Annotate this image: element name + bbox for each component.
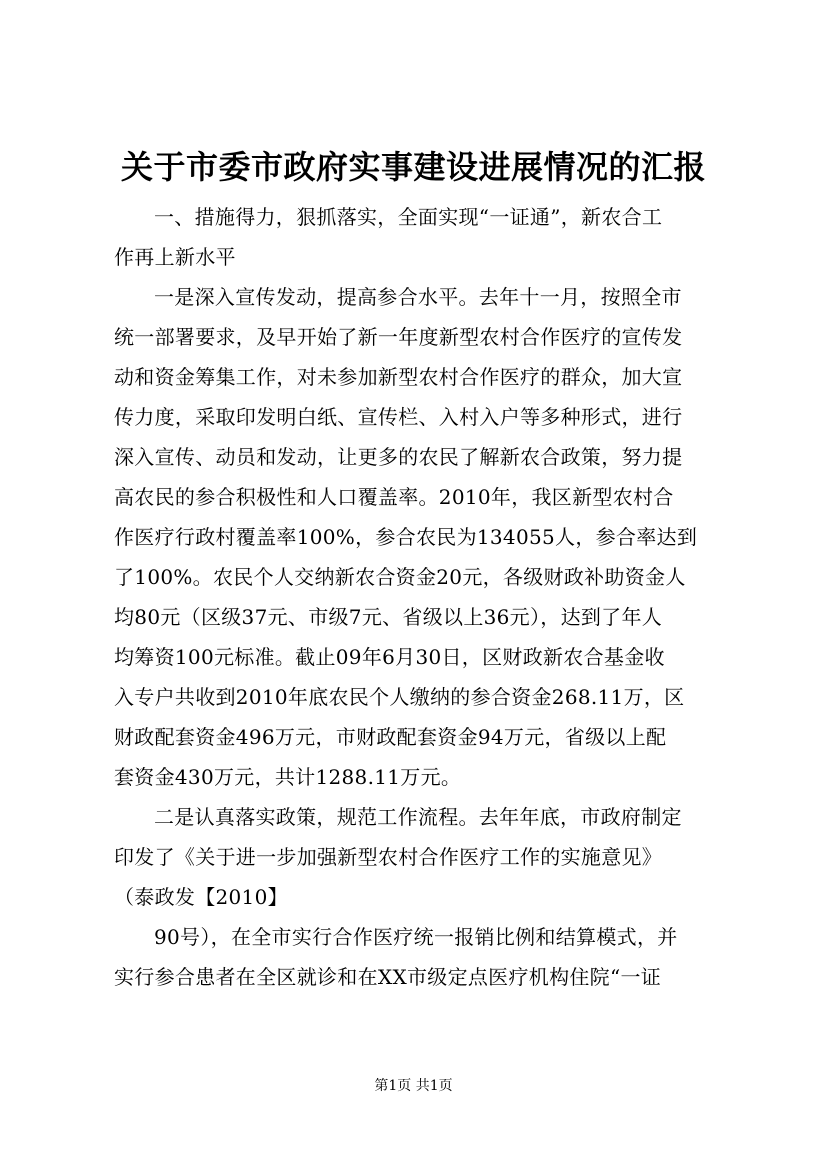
paragraph-line: 一是深入宣传发动，提高参合水平。去年十一月，按照全市 xyxy=(154,285,682,309)
paragraph-line: 了100%。农民个人交纳新农合资金20元，各级财政补助资金人 xyxy=(114,565,686,589)
document-body xyxy=(114,197,734,997)
paragraph-line: 套资金430万元，共计1288.11万元。 xyxy=(114,765,462,789)
paragraph-line: 入专户共收到2010年底农民个人缴纳的参合资金268.11万，区 xyxy=(114,685,685,709)
paragraph-line: （泰政发【2010】 xyxy=(114,885,288,909)
paragraph-line: 动和资金筹集工作，对未参加新型农村合作医疗的群众，加大宣 xyxy=(114,365,683,389)
paragraph-line: 财政配套资金496万元，市财政配套资金94万元，省级以上配 xyxy=(114,725,667,749)
paragraph-line: 二是认真落实政策，规范工作流程。去年年底，市政府制定 xyxy=(154,805,682,829)
paragraph-line: 印发了《关于进一步加强新型农村合作医疗工作的实施意见》 xyxy=(114,845,663,869)
paragraph-line: 作再上新水平 xyxy=(114,245,236,269)
paragraph-line: 统一部署要求，及早开始了新一年度新型农村合作医疗的宣传发 xyxy=(114,325,683,349)
paragraph-line: 深入宣传、动员和发动，让更多的农民了解新农合政策，努力提 xyxy=(114,445,683,469)
paragraph-line: 作医疗行政村覆盖率100%，参合农民为134055人，参合率达到 xyxy=(114,525,698,549)
paragraph-line: 实行参合患者在全区就诊和在XX市级定点医疗机构住院“一证 xyxy=(114,965,662,989)
paragraph-line: 高农民的参合积极性和人口覆盖率。2010年，我区新型农村合 xyxy=(114,485,674,509)
paragraph-line: 90号），在全市实行合作医疗统一报销比例和结算模式，并 xyxy=(154,925,678,949)
paragraph-line: 一、措施得力，狠抓落实，全面实现“一证通”，新农合工 xyxy=(154,205,663,229)
paragraph-line: 均80元（区级37元、市级7元、省级以上36元），达到了年人 xyxy=(114,605,663,629)
paragraph-line: 均筹资100元标准。截止09年6月30日，区财政新农合基金收 xyxy=(114,645,665,669)
document-title: 关于市委市政府实事建设进展情况的汇报 xyxy=(120,148,706,186)
page-number-footer: 第1页 共1页 xyxy=(374,1078,453,1094)
paragraph-line: 传力度，采取印发明白纸、宣传栏、入村入户等多种形式，进行 xyxy=(114,405,683,429)
